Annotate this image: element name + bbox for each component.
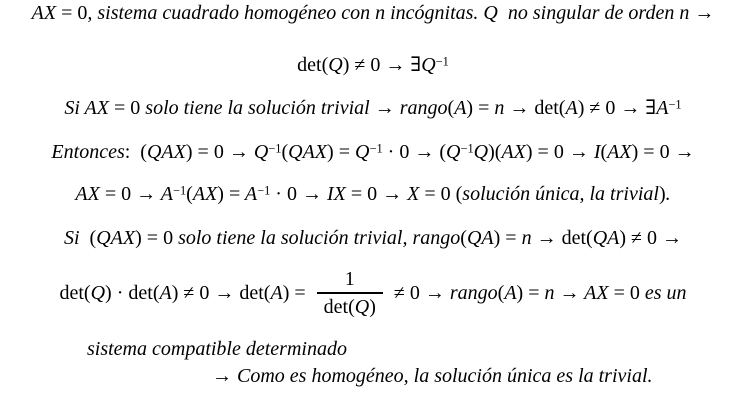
math-line-7-right: ≠ 0 → rango(A) = n → AX = 0 es un bbox=[393, 282, 687, 304]
math-line-7-left: det(Q) · det(A) ≠ 0 → det(A) = bbox=[59, 282, 306, 304]
math-line-7 bbox=[0, 264, 746, 322]
math-line-5: AX = $0 \to A^{-1}(AX) = A^{-1} \cdot 0$ → IX = 0 → X = 0 (solución única, la trivial). bbox=[75, 183, 671, 205]
fraction bbox=[317, 266, 383, 320]
math-line-9: → Como es homogéneo, la solución única es la trivial. bbox=[212, 365, 653, 387]
math-line-8: sistema compatible determinado bbox=[87, 338, 347, 360]
math-line-6: Si (QAX) = 0 solo tiene la solución trivial, rango(QA) = n → det(QA) ≠ 0 → bbox=[63, 227, 683, 249]
math-line-3: Si AX = 0 solo tiene la solución trivial → rango(A) = $n \to \det(A) \ne 0 \to \exists A^{-1}$ bbox=[64, 97, 682, 119]
math-line-4: Entonces: $(QAX) = 0 \to Q^{-1}(QAX) = Q^{-1} \cdot 0 \to (Q^{-1}Q)(AX) = 0 \to I(AX) = 0$ → bbox=[51, 141, 695, 163]
math-line-1: AX = 0, sistema cuadrado homogéneo con n incógnitas. Q no singular de orden n → bbox=[31, 2, 715, 24]
fraction-numerator: 1 bbox=[344, 268, 355, 290]
fraction-denominator: det(Q) bbox=[317, 292, 383, 320]
math-line-2: $\det(Q) \ne 0 \to \exists Q^{-1}$ bbox=[297, 54, 449, 76]
